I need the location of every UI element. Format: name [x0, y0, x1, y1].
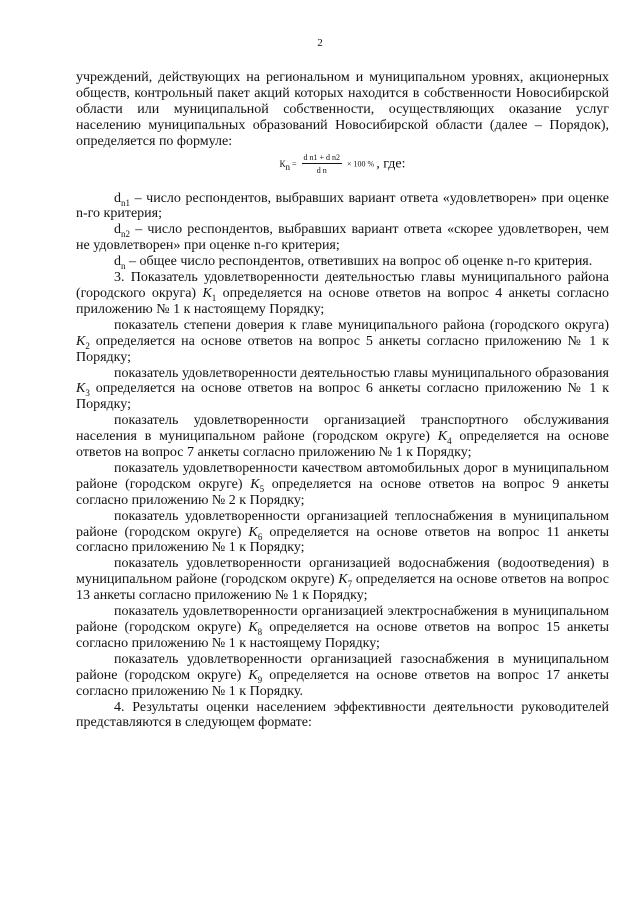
item-k2: показатель степени доверия к главе муниципального района (городского округа) $K_2$ определяется на основе ответов на вопрос 5 анкеты согласно приложению № 1 к Порядку;: [76, 317, 609, 365]
formula-times: × 100 %: [347, 159, 375, 169]
formula-expression: [279, 153, 405, 176]
final-paragraph: 4. Результаты оценки населением эффективности деятельности руководителей представляются в следующем формате:: [76, 699, 609, 731]
formula-fraction: [302, 153, 343, 176]
definition-dn: $d_n$ – общее число респондентов, ответивших на вопрос об оценке n-го критерия.: [114, 254, 593, 271]
item-k6: показатель удовлетворенности организацией теплоснабжения в муниципальном районе (городском округе) $K_6$ определяется на основе ответов на вопрос 11 анкеты согласно приложению № 1 к Порядку;: [76, 508, 609, 556]
formula-tail: , где:: [376, 156, 406, 172]
definition-dn2: $d_{n2}$ – число респондентов, выбравших вариант ответа «скорее удовлетворен, чем не удовлетворен» при оценке n-го критерия;: [76, 222, 609, 254]
item-k5: показатель удовлетворенности качеством автомобильных дорог в муниципальном районе (городском округе) $K_5$ определяется на основе ответов на вопрос 9 анкеты согласно приложению № 2 к Порядку;: [76, 460, 609, 508]
formula-numerator: d n1 + d n2: [303, 152, 341, 162]
page-number: 2: [317, 37, 323, 49]
intro-paragraph: учреждений, действующих на региональном и муниципальном уровнях, акционерных обществ, контрольный пакет акций которых находится в собственности Новосибирской области или муниципальной собственности, осуществляющих оказание услуг населению муниципальных образований Новосибирской области (далее – Порядок), определяется по формуле:: [76, 70, 609, 149]
formula-denominator: d n: [316, 165, 327, 175]
document-body: [76, 70, 609, 731]
item-k7: показатель удовлетворенности организацией водоснабжения (водоотведения) в муниципальном районе (городском округе) $K_7$ определяется на основе ответов на вопрос 13 анкеты согласно приложению № 1 к Порядку;: [76, 556, 609, 604]
item-k9: показатель удовлетворенности организацией газоснабжения в муниципальном районе (городском округе) $K_9$ определяется на основе ответов на вопрос 17 анкеты согласно приложению № 1 к Порядку.: [76, 651, 609, 699]
item-k4: показатель удовлетворенности организацией транспортного обслуживания населения в муниципальном районе (городском округе) $K_4$ определяется на основе ответов на вопрос 7 анкеты согласно приложению № 1 к Порядку;: [76, 413, 609, 461]
item-k8: показатель удовлетворенности организацией электроснабжения в муниципальном районе (городском округе) $K_8$ определяется на основе ответов на вопрос 15 анкеты согласно приложению № 1 к настоящему Порядку;: [76, 604, 609, 651]
item-k1: 3. Показатель удовлетворенности деятельностью главы муниципального района (городского округа) $K_1$ определяется на основе ответов на вопрос 4 анкеты согласно приложению № 1 к настоящему Порядку;: [76, 270, 609, 317]
formula: [76, 153, 609, 187]
item-k3: показатель удовлетворенности деятельностью главы муниципального образования $K_3$ определяется на основе ответов на вопрос 6 анкеты согласно приложению № 1 к Порядку;: [76, 365, 609, 413]
definition-dn1: $d_{n1}$ – число респондентов, выбравших вариант ответа «удовлетворен» при оценке n-го критерия;: [76, 190, 609, 222]
formula-lhs: $К_n$: [279, 159, 290, 172]
formula-eq: =: [292, 159, 297, 169]
